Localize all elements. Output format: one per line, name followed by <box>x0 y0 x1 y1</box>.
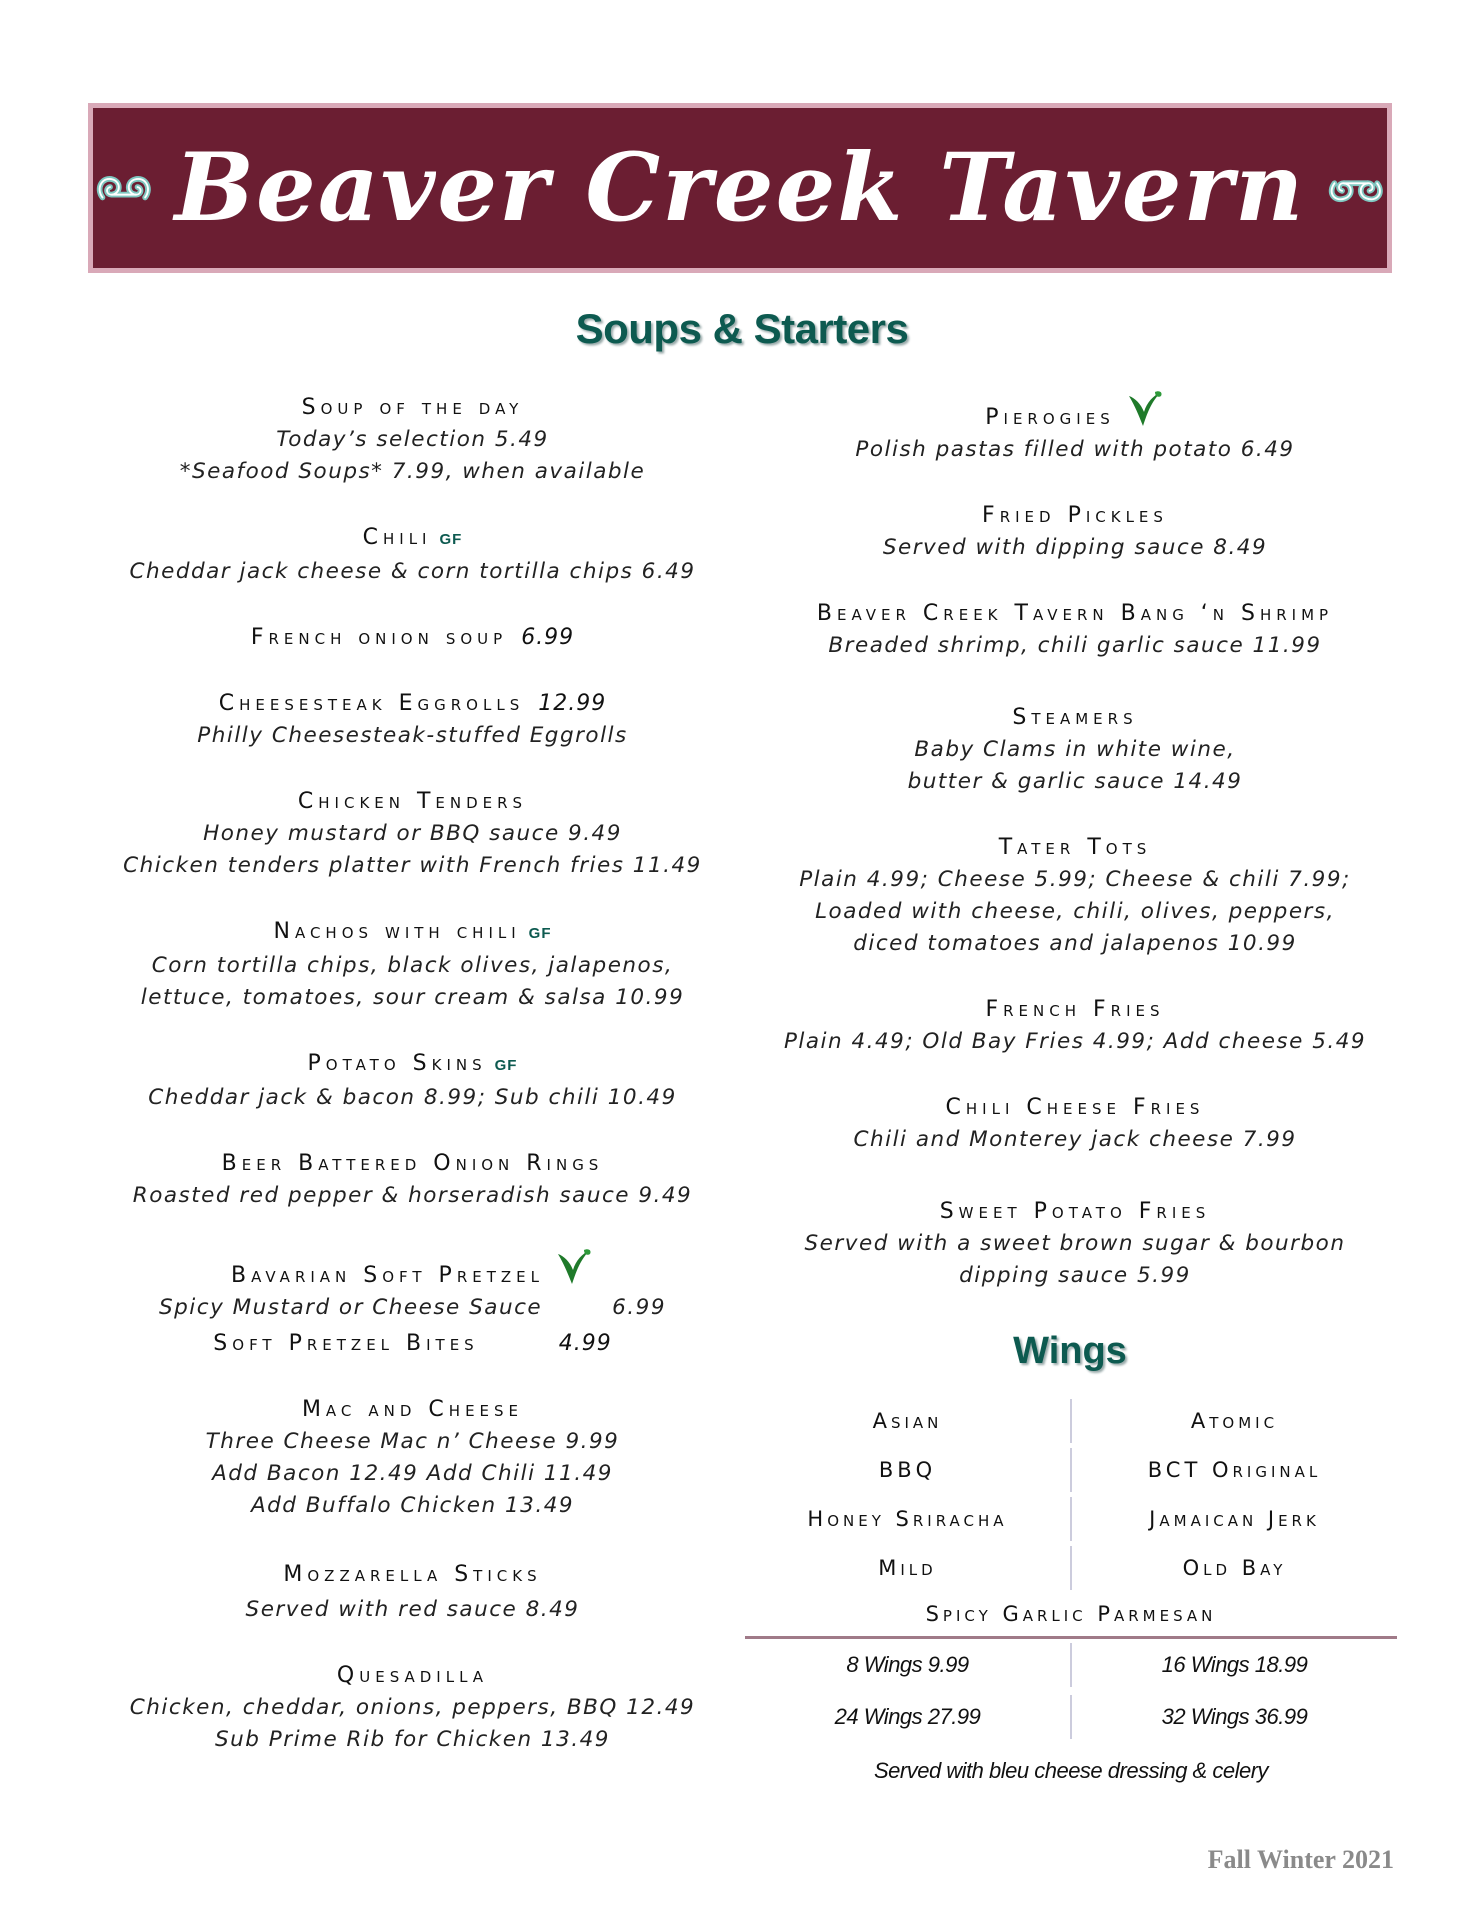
wings-price-row <box>745 1691 1397 1743</box>
item-name: Quesadilla <box>336 1663 489 1688</box>
item-desc: Spicy Mustard or Cheese Sauce <box>158 1295 543 1320</box>
scroll-ornament-left-icon <box>93 148 155 228</box>
item-desc: Three Cheese Mac n’ Cheese 9.99 <box>205 1429 620 1454</box>
gluten-free-badge: GF <box>528 925 552 942</box>
item-name <box>100 1324 725 1364</box>
menu-item-mac-cheese <box>100 1394 725 1522</box>
wing-flavor: Jamaican Jerk <box>1149 1506 1320 1531</box>
item-name: Mac and Cheese <box>301 1397 524 1422</box>
item-desc: dipping sauce 5.99 <box>959 1263 1191 1288</box>
item-desc: diced tomatoes and jalapenos 10.99 <box>853 931 1297 956</box>
item-desc: Add Buffalo Chicken 13.49 <box>250 1493 575 1518</box>
item-price: 6.99 <box>612 1295 666 1320</box>
item-desc: Breaded shrimp, chili garlic sauce 11.99 <box>828 633 1322 658</box>
menu-item-pierogies <box>745 388 1405 466</box>
item-desc: Served with dipping sauce 8.49 <box>882 535 1268 560</box>
item-desc: Honey mustard or BBQ sauce 9.49 <box>203 821 622 846</box>
item-name <box>100 916 725 950</box>
item-desc: butter & garlic sauce 14.49 <box>907 769 1243 794</box>
wings-flavor-row <box>745 1396 1397 1445</box>
item-desc: Plain 4.99; Cheese 5.99; Cheese & chili 7.99; <box>799 867 1351 892</box>
menu-item-steamers <box>745 702 1405 798</box>
menu-item-chili-cheese-fries <box>745 1092 1405 1156</box>
item-desc: Roasted red pepper & horseradish sauce 9.49 <box>132 1183 693 1208</box>
menu-item-quesadilla <box>100 1660 725 1756</box>
header-banner <box>88 103 1392 273</box>
item-desc: *Seafood Soups* 7.99, when available <box>179 459 646 484</box>
item-desc: Today’s selection 5.49 <box>276 427 549 452</box>
item-desc: Chicken tenders platter with French fries 11.49 <box>123 853 702 878</box>
item-name: Tater Tots <box>998 835 1152 860</box>
item-desc: Sub Prime Rib for Chicken 13.49 <box>215 1727 610 1752</box>
footer-season: Fall Winter 2021 <box>1207 1845 1394 1874</box>
item-price: 4.99 <box>558 1331 612 1356</box>
item-name: Soup of the day <box>301 395 524 420</box>
menu-item-fried-pickles <box>745 500 1405 564</box>
item-name <box>745 388 1405 434</box>
menu-item-soup <box>100 392 725 488</box>
wings-flavor-row <box>745 1494 1397 1543</box>
wing-flavor: Old Bay <box>1182 1555 1287 1580</box>
item-name: Chicken Tenders <box>297 789 528 814</box>
restaurant-title: Beaver Creek Tavern <box>174 133 1306 243</box>
item-desc: Loaded with cheese, chili, olives, peppers, <box>815 899 1335 924</box>
wing-price: 8 Wings 9.99 <box>846 1652 969 1677</box>
gluten-free-badge: GF <box>494 1057 518 1074</box>
wing-flavor: Atomic <box>1190 1408 1279 1433</box>
item-desc: Plain 4.49; Old Bay Fries 4.99; Add cheese 5.49 <box>783 1029 1367 1054</box>
item-name <box>100 1246 725 1292</box>
item-desc: Chili and Monterey jack cheese 7.99 <box>853 1127 1297 1152</box>
item-price: 12.99 <box>538 691 607 716</box>
item-name: Beer Battered Onion Rings <box>221 1151 604 1176</box>
section-title-wings: Wings <box>1013 1330 1127 1372</box>
item-name <box>100 1048 725 1082</box>
wing-price: 24 Wings 27.99 <box>834 1704 981 1729</box>
menu-item-sweet-potato-fries <box>745 1196 1405 1292</box>
item-desc: Cheddar jack cheese & corn tortilla chips 6.49 <box>129 559 696 584</box>
item-name-text: Cheesesteak Eggrolls <box>218 691 525 716</box>
item-desc: Add Bacon 12.49 Add Chili 11.49 <box>212 1461 613 1486</box>
item-desc: Served with red sauce 8.49 <box>245 1597 580 1622</box>
menu-item-nachos <box>100 916 725 1014</box>
item-desc: Polish pastas filled with potato 6.49 <box>855 437 1295 462</box>
wing-flavor: BCT Original <box>1147 1457 1322 1482</box>
wings-note: Served with bleu cheese dressing & celery <box>873 1758 1269 1783</box>
item-name: Fried Pickles <box>982 503 1168 528</box>
wings-price-row <box>745 1639 1397 1691</box>
item-desc: Philly Cheesesteak-stuffed Eggrolls <box>197 723 628 748</box>
menu-column-right <box>745 388 1405 1292</box>
menu-item-chicken-tenders <box>100 786 725 882</box>
menu-item-chili <box>100 522 725 588</box>
menu-item-potato-skins <box>100 1048 725 1114</box>
menu-item-onion-rings <box>100 1148 725 1212</box>
vegetarian-leaf-icon <box>554 1246 594 1288</box>
item-desc: Served with a sweet brown sugar & bourbon <box>804 1231 1346 1256</box>
item-name <box>100 622 725 654</box>
vegetarian-leaf-icon <box>1125 388 1165 430</box>
wing-flavor: BBQ <box>878 1457 937 1482</box>
wing-flavor: Mild <box>878 1555 937 1580</box>
item-name: Beaver Creek Tavern Bang ‘n Shrimp <box>816 601 1334 626</box>
item-name: Sweet Potato Fries <box>939 1199 1211 1224</box>
item-desc: lettuce, tomatoes, sour cream & salsa 10.99 <box>140 985 685 1010</box>
item-name-text: Potato Skins <box>307 1051 487 1076</box>
item-name <box>100 688 725 720</box>
item-name: French Fries <box>985 997 1165 1022</box>
item-name-text: Soft Pretzel Bites <box>213 1331 479 1356</box>
item-price: 6.99 <box>521 625 575 650</box>
menu-item-pretzel <box>100 1246 725 1364</box>
item-name-text: Nachos with chili <box>273 919 521 944</box>
item-name: Mozzarella Sticks <box>283 1562 542 1587</box>
menu-item-french-onion <box>100 622 725 654</box>
wing-price: 16 Wings 18.99 <box>1161 1652 1308 1677</box>
item-name-text: Bavarian Soft Pretzel <box>230 1263 544 1288</box>
item-name <box>100 522 725 556</box>
wing-price: 32 Wings 36.99 <box>1161 1704 1308 1729</box>
menu-item-mozzarella <box>100 1556 725 1626</box>
menu-item-tater-tots <box>745 832 1405 960</box>
item-desc: Corn tortilla chips, black olives, jalapenos, <box>151 953 674 978</box>
menu-item-french-fries <box>745 994 1405 1058</box>
wing-flavor-full: Spicy Garlic Parmesan <box>925 1602 1217 1626</box>
item-desc: Baby Clams in white wine, <box>914 737 1236 762</box>
wing-flavor: Honey Sriracha <box>807 1506 1008 1531</box>
wings-table <box>745 1396 1397 1743</box>
item-name-text: Pierogies <box>985 405 1115 430</box>
pretzel-row <box>100 1292 725 1324</box>
wings-flavor-row <box>745 1543 1397 1592</box>
item-desc: Cheddar jack & bacon 8.99; Sub chili 10.49 <box>148 1085 677 1110</box>
section-title-soups: Soups & Starters <box>575 305 909 352</box>
item-desc: Chicken, cheddar, onions, peppers, BBQ 12.49 <box>129 1695 696 1720</box>
menu-item-eggrolls <box>100 688 725 752</box>
wings-flavor-row <box>745 1445 1397 1494</box>
menu-column-left <box>100 392 725 1756</box>
wing-flavor: Asian <box>872 1408 943 1433</box>
item-name-text: French onion soup <box>250 625 508 650</box>
menu-item-bang-shrimp <box>745 598 1405 662</box>
item-name-text: Chili <box>362 525 432 550</box>
gluten-free-badge: GF <box>439 531 463 548</box>
item-name: Chili Cheese Fries <box>945 1095 1205 1120</box>
item-name: Steamers <box>1012 705 1138 730</box>
scroll-ornament-right-icon <box>1325 148 1387 228</box>
